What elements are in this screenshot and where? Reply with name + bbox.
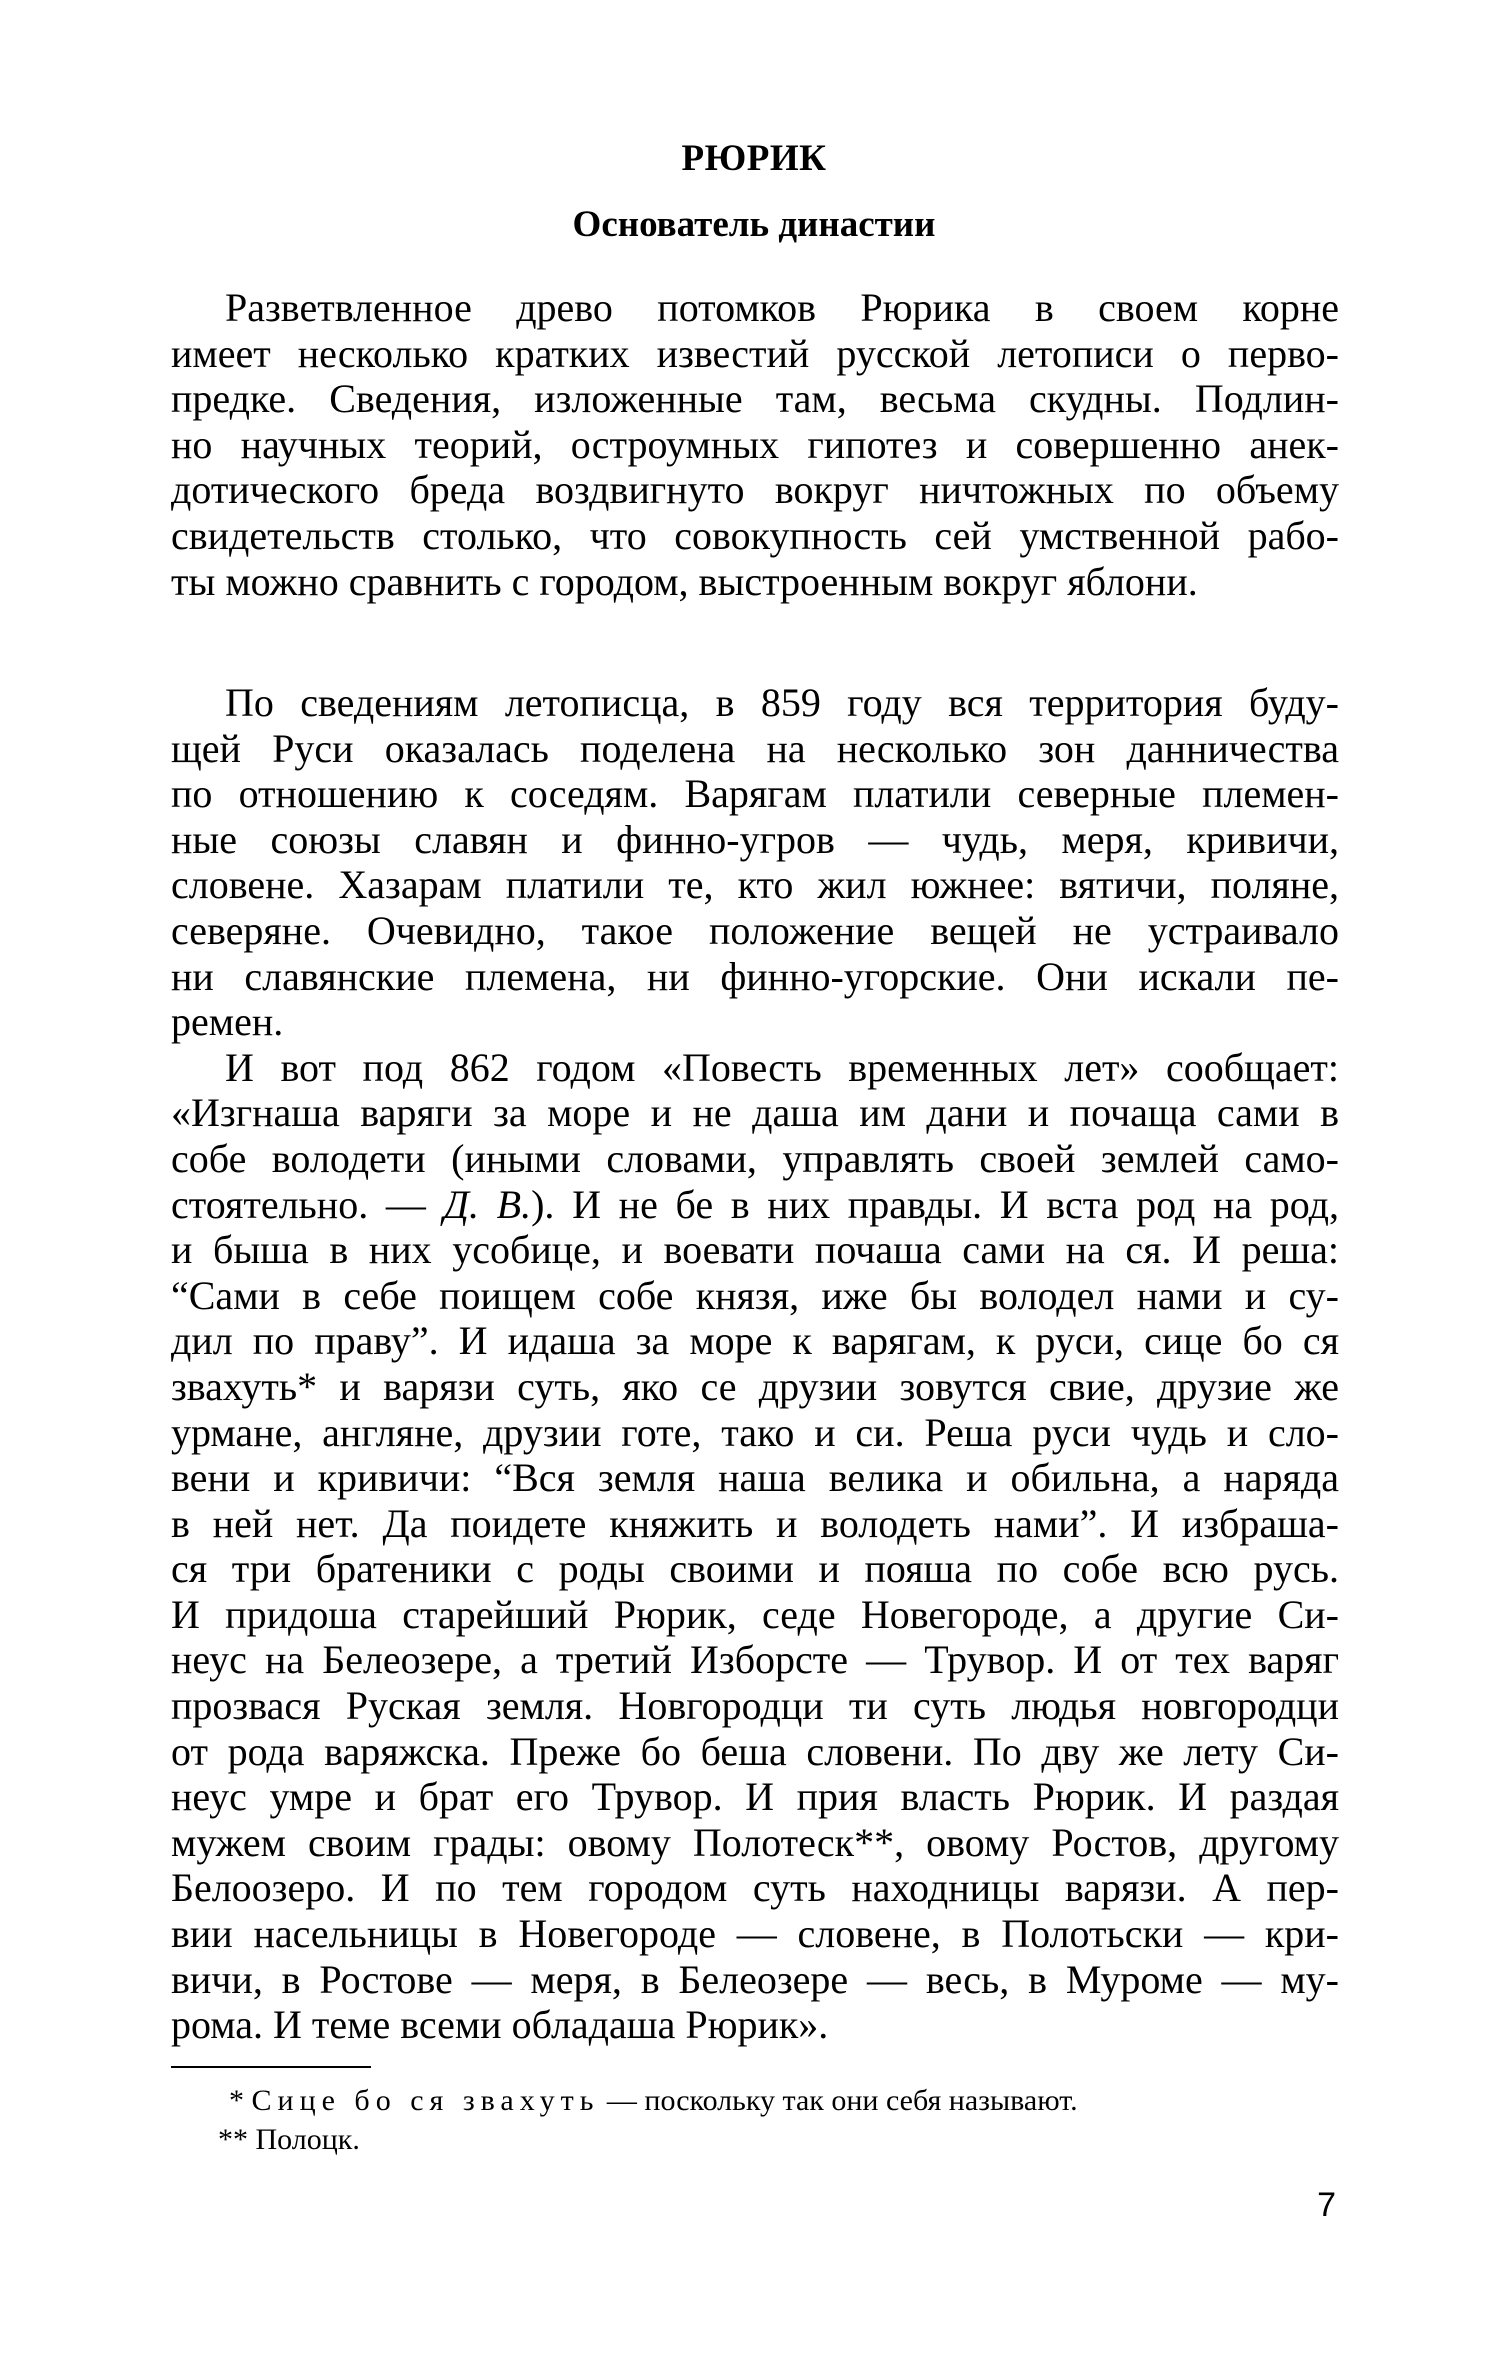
text-segment: ). И не бе в них правды. И вста род на род,: [531, 1181, 1340, 1227]
text-line: собе володети (иными словами, управлять своей землей само-: [171, 1135, 1339, 1181]
text-line-mixed: [171, 1182, 1339, 1228]
text-line: вени и кривичи: “Вся земля наша велика и обильна, а наряда: [171, 1455, 1339, 1501]
footnote-marker: *: [229, 2084, 252, 2117]
text-line: ся три братеники с роды своими и пояша по собе всю русь.: [171, 1546, 1339, 1592]
text-line: неус на Белеозере, а третий Изборсте — Трувор. И от тех варяг: [171, 1637, 1339, 1683]
text-line: словене. Хазарам платили те, кто жил южнее: вятичи, поляне,: [171, 862, 1339, 908]
text-segment: стоятельно. —: [171, 1181, 444, 1227]
text-line: “Сами в себе поищем собе князя, иже бы володел нами и су-: [171, 1272, 1339, 1318]
footnote-2: ** Полоцк.: [218, 2123, 360, 2156]
author-initials: Д. В.: [443, 1181, 532, 1227]
text-line: дил по праву”. И идаша за море к варягам, к руси, сице бо ся: [171, 1318, 1339, 1364]
text-line: И придоша старейший Рюрик, седе Новегороде, а другие Си-: [171, 1591, 1339, 1637]
main-text: [171, 680, 1339, 2048]
text-line: ремен.: [171, 999, 284, 1045]
text-line: в ней нет. Да поидете княжить и володеть нами”. И избраша-: [171, 1500, 1339, 1546]
chapter-title: РЮРИК: [681, 138, 827, 179]
text-line: предке. Сведения, изложенные там, весьма скудны. Подлин-: [171, 376, 1339, 422]
text-line: и быша в них усобице, и воевати почаша сами на ся. И реша:: [171, 1227, 1339, 1273]
text-line: по отношению к соседям. Варягам платили северные племен-: [171, 771, 1339, 817]
text-line: И вот под 862 годом «Повесть временных лет» сообщает:: [225, 1044, 1339, 1090]
text-line: ни славянские племена, ни финно-угорские. Они искали пе-: [171, 953, 1339, 999]
text-line: «Изгнаша варяги за море и не даша им дани и почаща сами в: [171, 1090, 1339, 1136]
text-line: прозвася Руская земля. Новгородци ти суть людья новгородци: [171, 1683, 1339, 1729]
page-number: 7: [1317, 2186, 1336, 2224]
text-line: звахуть* и варязи суть, яко се друзии зовутся свие, друзие же: [171, 1363, 1339, 1409]
footnote-text: — поскольку так они себя называют.: [599, 2084, 1078, 2117]
text-line: Белоозеро. И по тем городом суть находницы варязи. А пер-: [171, 1865, 1339, 1911]
text-line: По сведениям летописца, в 859 году вся территория буду-: [225, 680, 1339, 725]
text-line: рома. И теме всеми обладаша Рюрик».: [171, 2002, 829, 2048]
text-line: имеет несколько кратких известий русской летописи о перво-: [171, 330, 1339, 376]
text-line: но научных теорий, остроумных гипотез и совершенно анек-: [171, 421, 1339, 467]
footnote-1: [229, 2084, 1078, 2118]
chapter-subtitle: Основатель династии: [572, 204, 936, 245]
text-line: дотического бреда воздвигнуто вокруг ничтожных по объему: [171, 467, 1339, 513]
text-line: мужем своим грады: овому Полотеск**, овому Ростов, другому: [171, 1819, 1339, 1865]
text-line: ные союзы славян и финно-угров — чудь, меря, кривичи,: [171, 816, 1339, 862]
text-line: северяне. Очевидно, такое положение вещей не устраивало: [171, 907, 1339, 953]
footnote-divider: [171, 2066, 371, 2068]
text-line: щей Руси оказалась поделена на несколько зон данничества: [171, 725, 1339, 771]
footnote-phrase: Сице бо ся звахуть: [251, 2084, 600, 2117]
intro-paragraph: [171, 285, 1339, 604]
text-line: ты можно сравнить с городом, выстроенным вокруг яблони.: [171, 558, 1198, 604]
text-line: Разветвленное древо потомков Рюрика в своем корне: [225, 285, 1339, 330]
text-line: вичи, в Ростове — меря, в Белеозере — весь, в Муроме — му-: [171, 1956, 1339, 2002]
text-line: вии насельницы в Новегороде — словене, в Полотьски — кри-: [171, 1911, 1339, 1957]
text-line: неус умре и брат его Трувор. И прия власть Рюрик. И раздая: [171, 1774, 1339, 1820]
text-line: от рода варяжска. Преже бо беша словени. По дву же лету Си-: [171, 1728, 1339, 1774]
text-line: свидетельств столько, что совокупность сей умственной рабо-: [171, 512, 1339, 558]
text-line: урмане, англяне, друзии готе, тако и си. Реша руси чудь и сло-: [171, 1409, 1339, 1455]
